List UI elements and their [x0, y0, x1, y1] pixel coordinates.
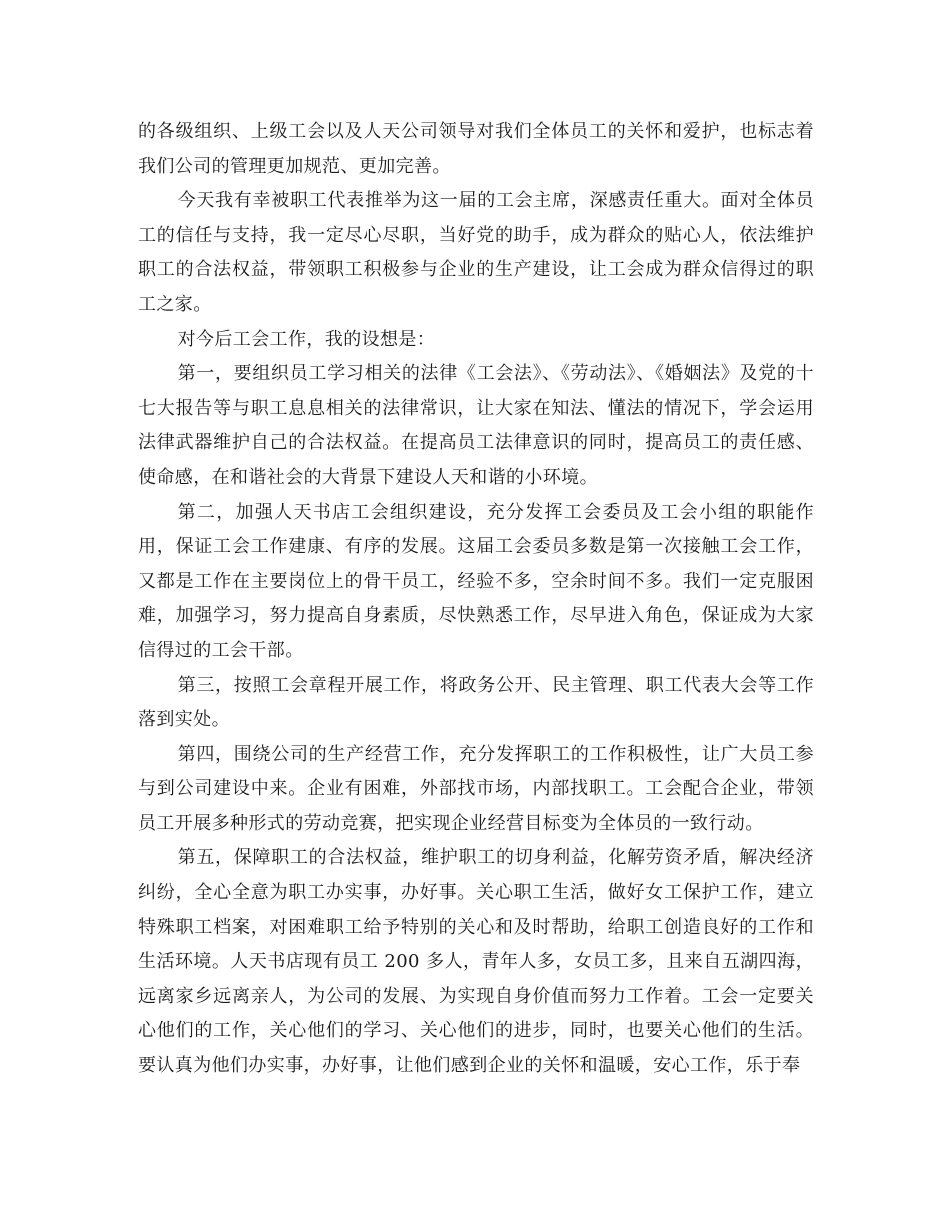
paragraph-union-chair: 今天我有幸被职工代表推举为这一届的工会主席，深感责任重大。面对全体员工的信任与支持，我一定尽心尽职，当好党的助手，成为群众的贴心人，依法维护职工的合法权益，带领职工积极参与企业的生产建设，让工会成为群众信得过的职工之家。 [138, 190, 814, 315]
paragraph-first: 第一，要组织员工学习相关的法律《工会法》、《劳动法》、《婚姻法》及党的十七大报告等与职工息息相关的法律常识，让大家在知法、懂法的情况下，学会运用法律武器维护自己的合法权益。在提高员工法律意识的同时，提高员工的责任感、使命感，在和谐社会的大背景下建设人天和谐的小环境。 [138, 363, 814, 488]
paragraph-fourth: 第四，围绕公司的生产经营工作，充分发挥职工的工作积极性，让广大员工参与到公司建设中来。企业有困难，外部找市场，内部找职工。工会配合企业，带领员工开展多种形式的劳动竞赛，把实现企业经营目标变为全体员的一致行动。 [138, 743, 814, 834]
paragraph-continuation: 的各级组织、上级工会以及人天公司领导对我们全体员工的关怀和爱护，也标志着我们公司的管理更加规范、更加完善。 [138, 121, 814, 177]
paragraph-third: 第三，按照工会章程开展工作，将政务公开、民主管理、职工代表大会等工作落到实处。 [138, 674, 814, 731]
paragraph-fifth: 第五，保障职工的合法权益，维护职工的切身利益，化解劳资矛盾，解决经济纠纷，全心全意为职工办实事，办好事。关心职工生活，做好女工保护工作，建立特殊职工档案，对困难职工给予特别的关心和及时帮助，给职工创造良好的工作和生活环境。人天书店现有员工 200 多人，青年人多，女员工多，且来自五湖四海，远离家乡远离亲人，为公司的发展、为实现自身价值而努力工作着。工会一定要关心他们的工作，关心他们的学习、关心他们的进步，同时，也要关心他们的生活。要认真为他们办实事，办好事，让他们感到企业的关怀和温暖，安心工作，乐于奉 [138, 847, 814, 1077]
paragraph-second: 第二，加强人天书店工会组织建设，充分发挥工会委员及工会小组的职能作用，保证工会工作建康、有序的发展。这届工会委员多数是第一次接触工会工作，又都是工作在主要岗位上的骨干员工，经验不多，空余时间不多。我们一定克服困难，加强学习，努力提高自身素质，尽快熟悉工作，尽早进入角色，保证成为大家信得过的工会干部。 [138, 501, 814, 661]
paragraph-plan-intro: 对今后工会工作，我的设想是： [177, 328, 436, 350]
document-body [138, 115, 814, 1084]
